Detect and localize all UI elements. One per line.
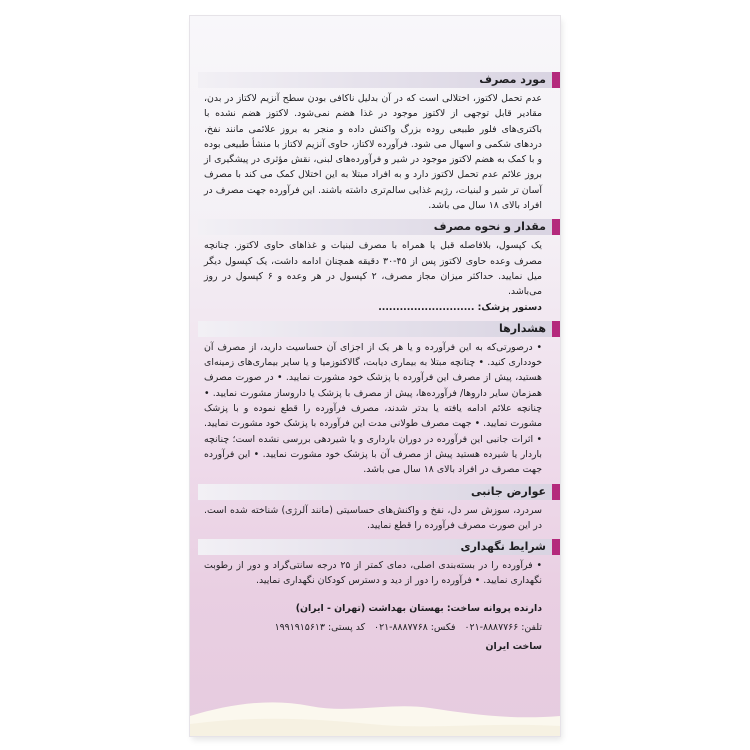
tel-number: ۰۲۱-۸۸۸۷۷۶۶ — [464, 621, 519, 633]
section-text-storage: • فرآورده را در بسته‌بندی اصلی، دمای کمتر از ۲۵ درجه سانتی‌گراد و دور از رطوبت نگهداری نمایید. • فرآورده را دور از دید و دسترس کودکان نگهداری نمایید. — [204, 560, 542, 587]
license-holder-line — [204, 599, 542, 618]
section-text-warnings: • درصورتی‌که به این فرآورده و یا هر یک از اجزای آن حساسیت دارید، از مصرف آن خودداری کنید. • چنانچه مبتلا به بیماری دیابت، گالاکتوزمیا و یا سایر بیماری‌های زمینه‌ای هستید، پیش از مصرف این فرآورده با پزشک خود مشورت نمایید. • در صورت مصرف همزمان سایر داروها/ فرآورده‌ها، پیش از مصرف با پزشک یا داروساز مشورت نمایید. • چنانچه علائم ادامه یافته یا بدتر شدند، مصرف فرآورده را قطع نموده و با پزشک مشورت نمایید. • جهت مصرف طولانی مدت این فرآورده با پزشک خود مشورت نمایید. • اثرات جانبی این فرآورده در دوران بارداری و یا شیردهی بررسی نشده است؛ چنانچه باردار یا شیرده هستید پیش از مصرف آن با پزشک خود مشورت نمایید. • این فرآورده جهت مصرف در افراد بالای ۱۸ سال می باشد. — [204, 341, 542, 476]
section-heading-storage: شرایط نگهداری — [198, 539, 560, 555]
section-text-side-effects: سردرد، سوزش سر دل، نفخ و واکنش‌های حساسیتی (مانند آلرژی) شناخته شده است. در این صورت مصرف فرآورده را قطع نمایید. — [204, 504, 542, 531]
section-heading-usage: مورد مصرف — [198, 72, 560, 88]
decorative-wave — [190, 676, 560, 736]
license-holder-label: دارنده پروانه ساخت: — [446, 602, 542, 614]
made-in-label: ساخت ایران — [485, 640, 542, 652]
doctor-instruction-line: دستور پزشک: ........................... — [378, 301, 542, 313]
section-text-dosage — [190, 238, 560, 314]
leaflet-content — [190, 72, 560, 656]
dosage-instructions: یک کپسول، بلافاصله قبل یا همراه با مصرف لبنیات و غذاهای حاوی لاکتوز. چنانچه مصرف وعده حاوی لاکتوز پس از ۴۵-۳۰ دقیقه همچنان ادامه داشت، یک کپسول دیگر میل نمایید. حداکثر میزان مجاز مصرف، ۲ کپسول در هر وعده و ۶ کپسول در روز می‌باشد. — [204, 240, 542, 298]
fax-label: فکس: — [430, 621, 456, 633]
leaflet-panel — [190, 16, 560, 736]
fax-number: ۰۲۱-۸۸۸۷۷۶۸ — [374, 621, 428, 633]
section-text-usage: عدم تحمل لاکتوز، اختلالی است که در آن بدلیل ناکافی بودن سطح آنزیم لاکتاز در بدن، مقادیر قابل توجهی از لاکتوز موجود در غذا هضم نمی‌شود. لاکتوز هضم نشده با باکتری‌های فلور طبیعی روده بزرگ واکنش داده و منجر به بروز علائمی مانند نفخ، دردهای شکمی و اسهال می شود. فرآورده لاکتاز، حاوی آنزیم لاکتاز با منشأ طبیعی بوده و با کمک به هضم لاکتوز موجود در شیر و فرآورده‌های لبنی، نقش مؤثری در پیشگیری از بروز علائم عدم تحمل لاکتوز دارد و به افراد مبتلا به این اختلال کمک می کند با مصرف آسان تر شیر و لبنیات، رژیم غذایی سالم‌تری داشته باشند. این فرآورده جهت مصرف در افراد بالای ۱۸ سال می باشد. — [203, 93, 542, 212]
tel-label: تلفن: — [521, 621, 542, 633]
section-heading-warnings: هشدارها — [198, 321, 560, 337]
section-heading-side-effects: عوارض جانبی — [198, 484, 560, 500]
postal-code: ۱۹۹۱۹۱۵۶۱۳ — [274, 621, 325, 633]
postal-label: کد پستی: — [327, 621, 366, 633]
license-holder-name: بهستان بهداشت (تهران - ایران) — [295, 602, 444, 614]
manufacturer-info — [190, 595, 560, 656]
section-heading-dosage: مقدار و نحوه مصرف — [198, 219, 560, 235]
contact-line — [204, 618, 542, 637]
